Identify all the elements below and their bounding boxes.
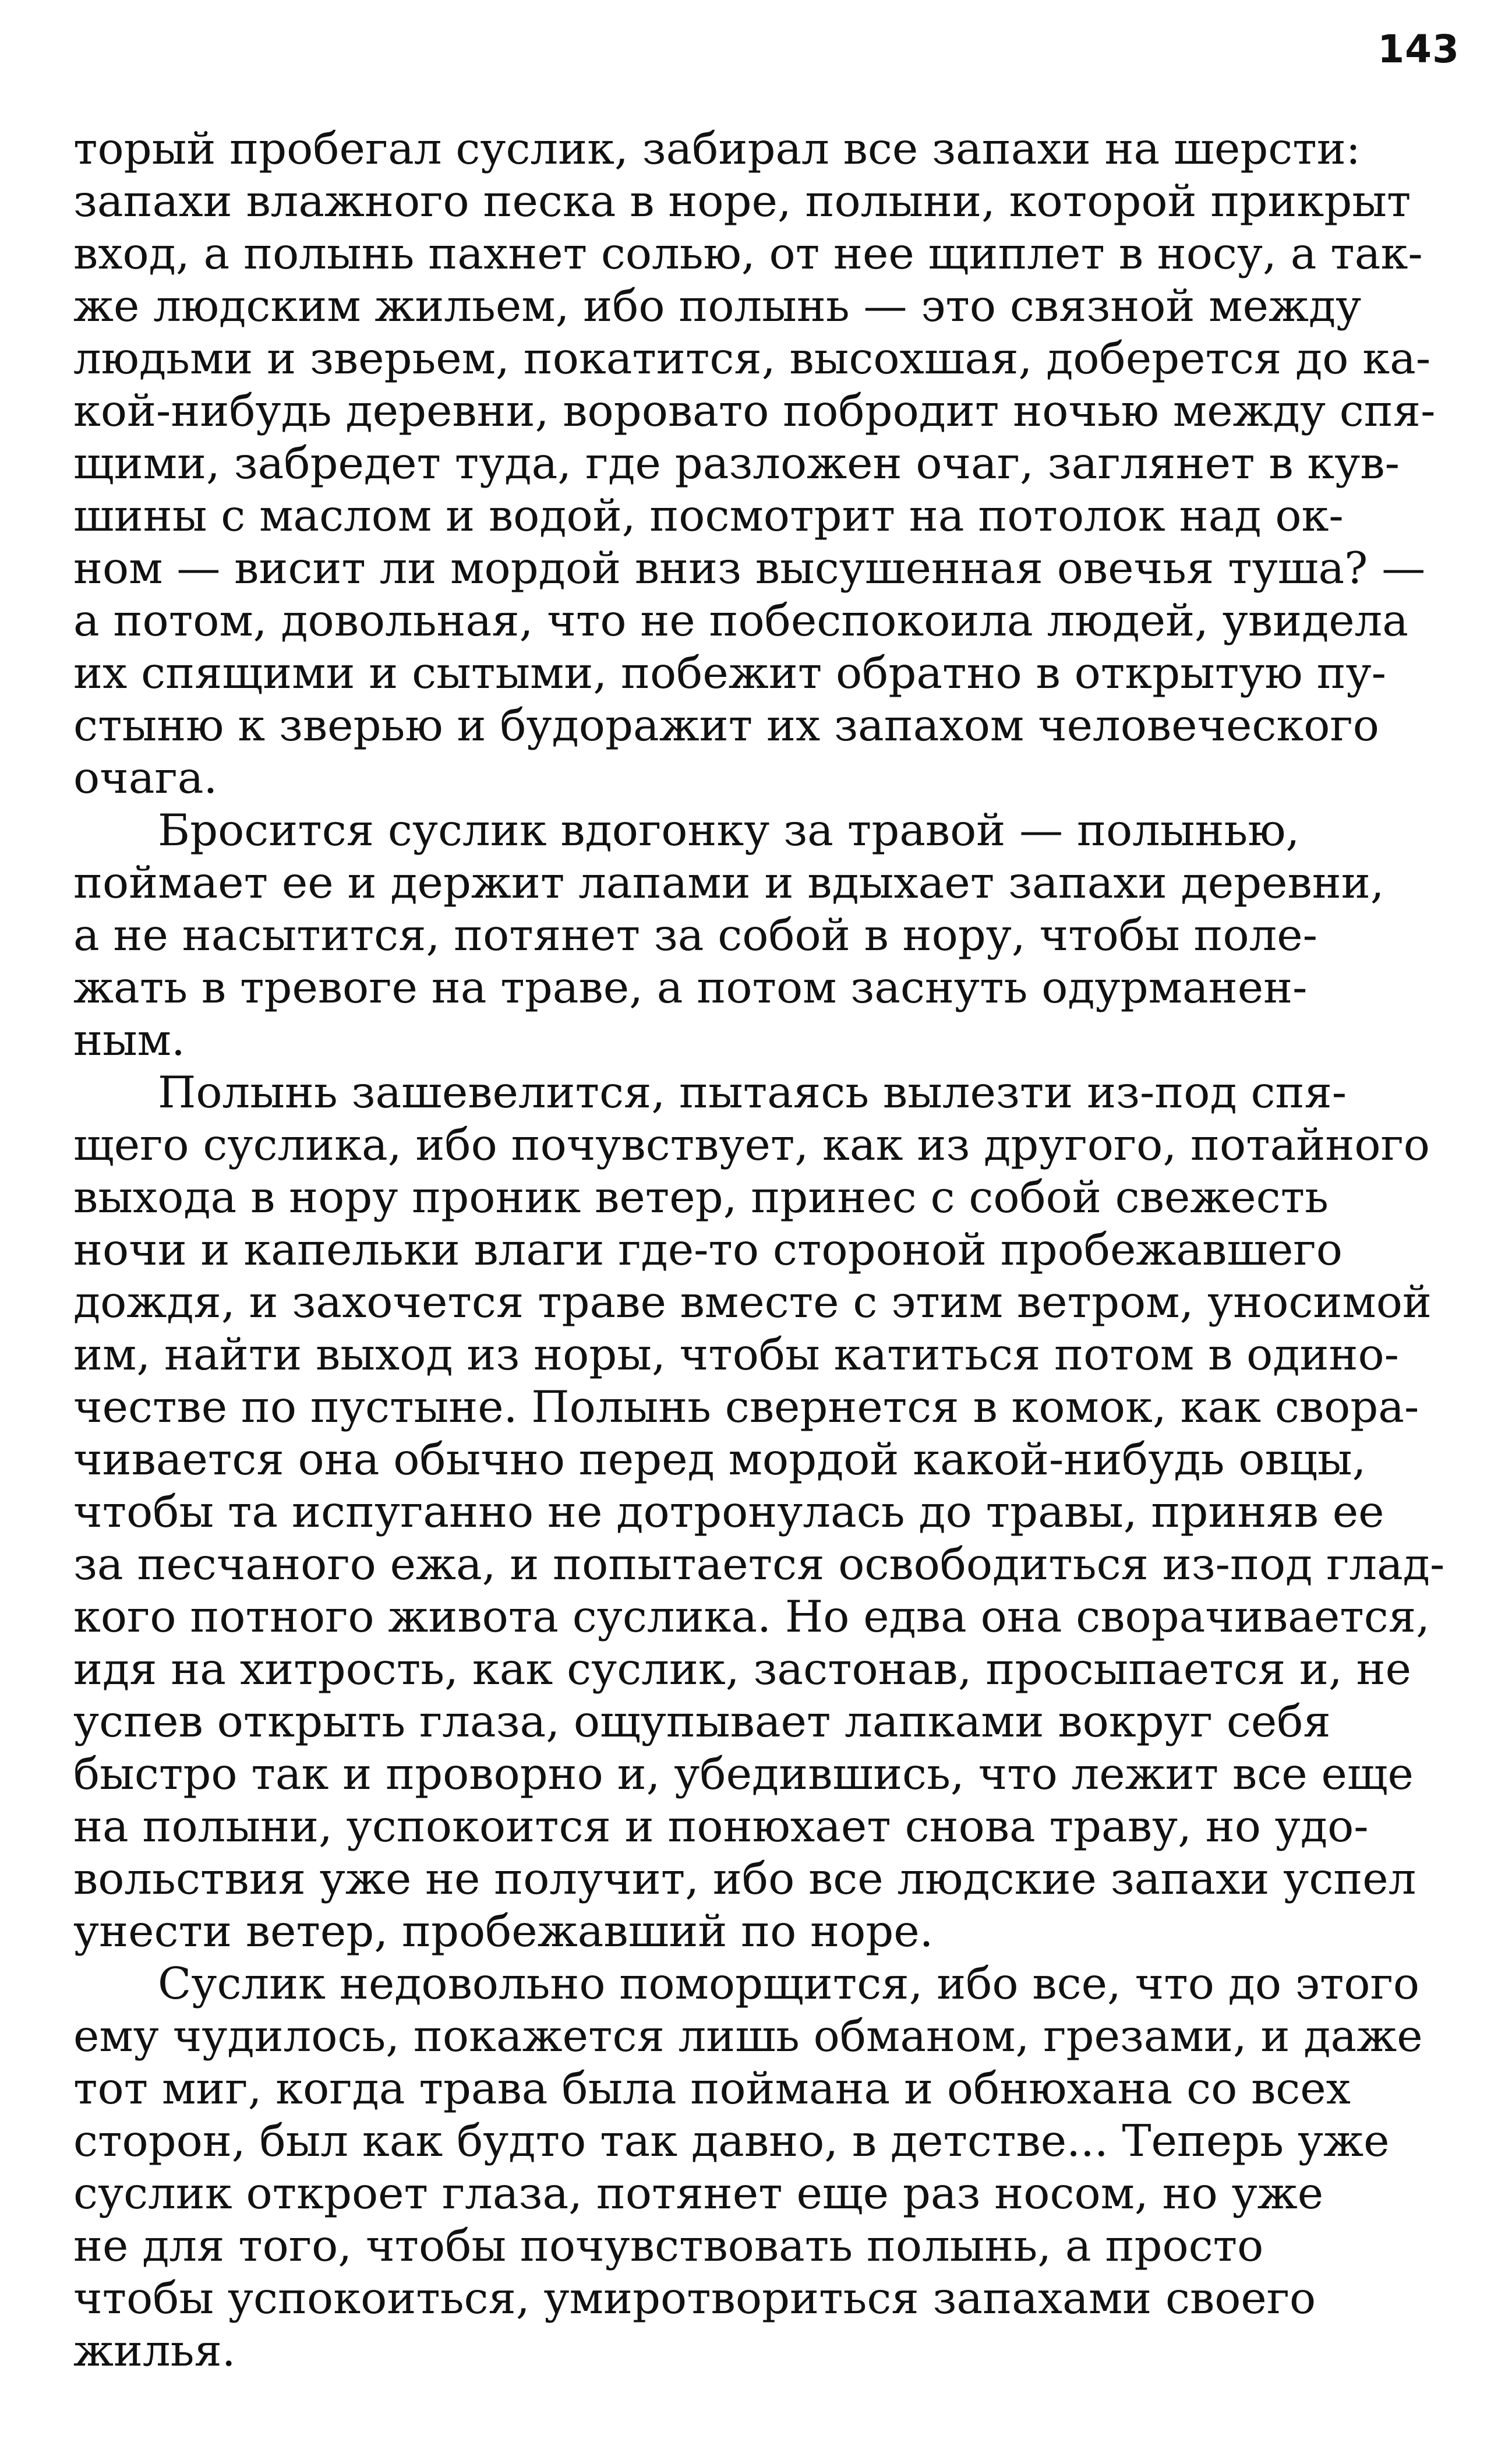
text-line: вход, а полынь пахнет солью, от нее щиплет в носу, а так- xyxy=(73,228,1423,279)
page-number: 143 xyxy=(1377,27,1460,72)
text-line: суслик откроет глаза, потянет еще раз носом, но уже xyxy=(73,2168,1324,2219)
text-line: торый пробегал суслик, забирал все запахи на шерсти: xyxy=(73,123,1361,174)
paragraph-3 xyxy=(73,1066,1451,1957)
text-line: идя на хитрость, как суслик, застонав, просыпается и, не xyxy=(73,1643,1411,1695)
text-line: сторон, был как будто так давно, в детстве... Теперь уже xyxy=(73,2115,1390,2166)
text-line: вольствия уже не получит, ибо все людские запахи успел xyxy=(73,1853,1416,1904)
text-line: а не насытится, потянет за собой в нору, чтобы поле- xyxy=(73,909,1317,961)
text-block xyxy=(73,122,1451,2377)
paragraph-1 xyxy=(73,122,1451,804)
paragraph-2 xyxy=(73,804,1451,1066)
text-line: чтобы та испуганно не дотронулась до травы, приняв ее xyxy=(73,1486,1384,1537)
text-line: ночи и капельки влаги где-то стороной пробежавшего xyxy=(73,1224,1343,1275)
text-line: за песчаного ежа, и попытается освободиться из-под глад- xyxy=(73,1538,1445,1590)
text-line: а потом, довольная, что не побеспокоила людей, увидела xyxy=(73,595,1409,646)
text-line: чивается она обычно перед мордой какой-нибудь овцы, xyxy=(73,1434,1366,1485)
text-line: тот миг, когда трава была поймана и обнюхана со всех xyxy=(73,2063,1351,2114)
text-line: ным. xyxy=(73,1014,185,1065)
text-line: очага. xyxy=(73,752,218,803)
text-line: честве по пустыне. Полынь свернется в комок, как свора- xyxy=(73,1381,1419,1432)
text-line: быстро так и проворно и, убедившись, что лежит все еще xyxy=(73,1748,1414,1799)
text-line: жилья. xyxy=(73,2325,236,2376)
text-line: поймает ее и держит лапами и вдыхает запахи деревни, xyxy=(73,857,1384,908)
text-line: запахи влажного песка в норе, полыни, которой прикрыт xyxy=(73,175,1411,227)
text-line: людьми и зверьем, покатится, высохшая, доберется до ка- xyxy=(73,333,1431,384)
paragraph-4 xyxy=(73,1957,1451,2377)
text-line: стыню к зверью и будоражит их запахом человеческого xyxy=(73,700,1379,751)
text-line: ему чудилось, покажется лишь обманом, грезами, и даже xyxy=(73,2010,1423,2062)
text-line: кого потного живота суслика. Но едва она сворачивается, xyxy=(73,1591,1430,1642)
text-line: дождя, и захочется траве вместе с этим ветром, уносимой xyxy=(73,1276,1432,1328)
text-line: жать в тревоге на траве, а потом заснуть одурманен- xyxy=(73,962,1308,1013)
text-line: Полынь зашевелится, пытаясь вылезти из-под спя- xyxy=(158,1067,1347,1118)
text-line: успев открыть глаза, ощупывает лапками вокруг себя xyxy=(73,1696,1331,1747)
text-line: их спящими и сытыми, побежит обратно в открытую пу- xyxy=(73,647,1387,698)
text-line: шины с маслом и водой, посмотрит на потолок над ок- xyxy=(73,490,1344,541)
text-line: чтобы успокоиться, умиротвориться запахами своего xyxy=(73,2272,1316,2324)
text-line: унести ветер, пробежавший по норе. xyxy=(73,1905,934,1957)
text-line: не для того, чтобы почувствовать полынь, а просто xyxy=(73,2220,1264,2271)
text-line: ном — висит ли мордой вниз высушенная овечья туша? — xyxy=(73,542,1426,594)
text-line: Бросится суслик вдогонку за травой — полынью, xyxy=(158,804,1300,856)
text-line: им, найти выход из норы, чтобы катиться потом в одино- xyxy=(73,1329,1399,1380)
text-line: выхода в нору проник ветер, принес с собой свежесть xyxy=(73,1171,1329,1223)
text-line: щего суслика, ибо почувствует, как из другого, потайного xyxy=(73,1119,1430,1170)
text-line: Суслик недовольно поморщится, ибо все, что до этого xyxy=(158,1958,1420,2009)
text-line: щими, забредет туда, где разложен очаг, заглянет в кув- xyxy=(73,437,1400,489)
text-line: кой-нибудь деревни, воровато побродит ночью между спя- xyxy=(73,385,1436,436)
text-line: же людским жильем, ибо полынь — это связной между xyxy=(73,280,1362,331)
text-line: на полыни, успокоится и понюхает снова траву, но удо- xyxy=(73,1801,1369,1852)
